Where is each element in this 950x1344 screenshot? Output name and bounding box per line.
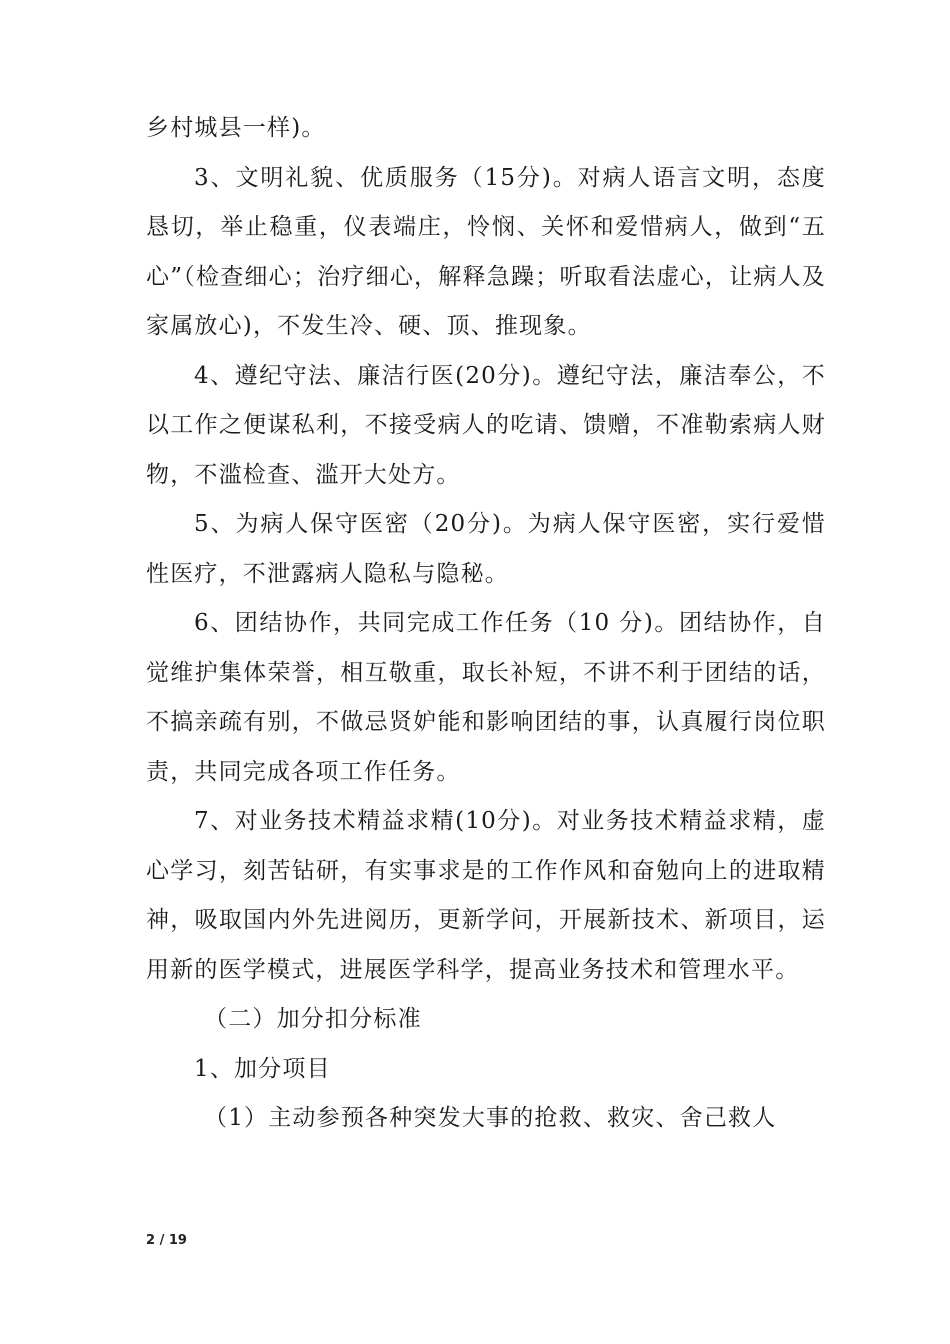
paragraph-item-4: 4、遵纪守法、廉洁行医(20分)。遵纪守法，廉洁奉公，不以工作之便谋私利，不接受病人的吃请、馈赠，不准勒索病人财物，不滥检查、滥开大处方。 bbox=[146, 362, 826, 488]
paragraph-item-7: 7、对业务技术精益求精(10分)。对业务技术精益求精，虚心学习，刻苦钻研，有实事求是的工作作风和奋勉向上的进取精神，吸取国内外先进阅历，更新学问，开展新技术、新项目，运用新的医学模式，进展医学科学，提高业务技术和管理水平。 bbox=[146, 808, 826, 983]
document-body bbox=[146, 104, 826, 1144]
paragraph-item-5: 5、为病人保守医密（20分)。为病人保守医密，实行爱惜性医疗，不泄露病人隐私与隐秘。 bbox=[146, 511, 826, 587]
section-heading: （二）加分扣分标准 bbox=[204, 1006, 422, 1032]
paragraph-subitem-1: （1）主动参预各种突发大事的抢救、救灾、舍己救人 bbox=[204, 1105, 777, 1131]
paragraph-continuation: 乡村城县一样)。 bbox=[146, 115, 326, 141]
paragraph-item-3: 3、文明礼貌、优质服务（15分)。对病人语言文明，态度恳切，举止稳重，仪表端庄，怜悯、关怀和爱惜病人，做到“五心”（检查细心；治疗细心，解释急躁；听取看法虚心，让病人及家属放心)，不发生冷、硬、顶、推现象。 bbox=[146, 164, 826, 339]
paragraph-item-6: 6、团结协作，共同完成工作任务（10 分)。团结协作，自觉维护集体荣誉，相互敬重，取长补短，不讲不利于团结的话，不搞亲疏有别，不做忌贤妒能和影响团结的事，认真履行岗位职责，共同完成各项工作任务。 bbox=[146, 610, 826, 785]
subsection-heading: 1、加分项目 bbox=[194, 1055, 331, 1082]
page-number: 2 / 19 bbox=[146, 1233, 187, 1248]
